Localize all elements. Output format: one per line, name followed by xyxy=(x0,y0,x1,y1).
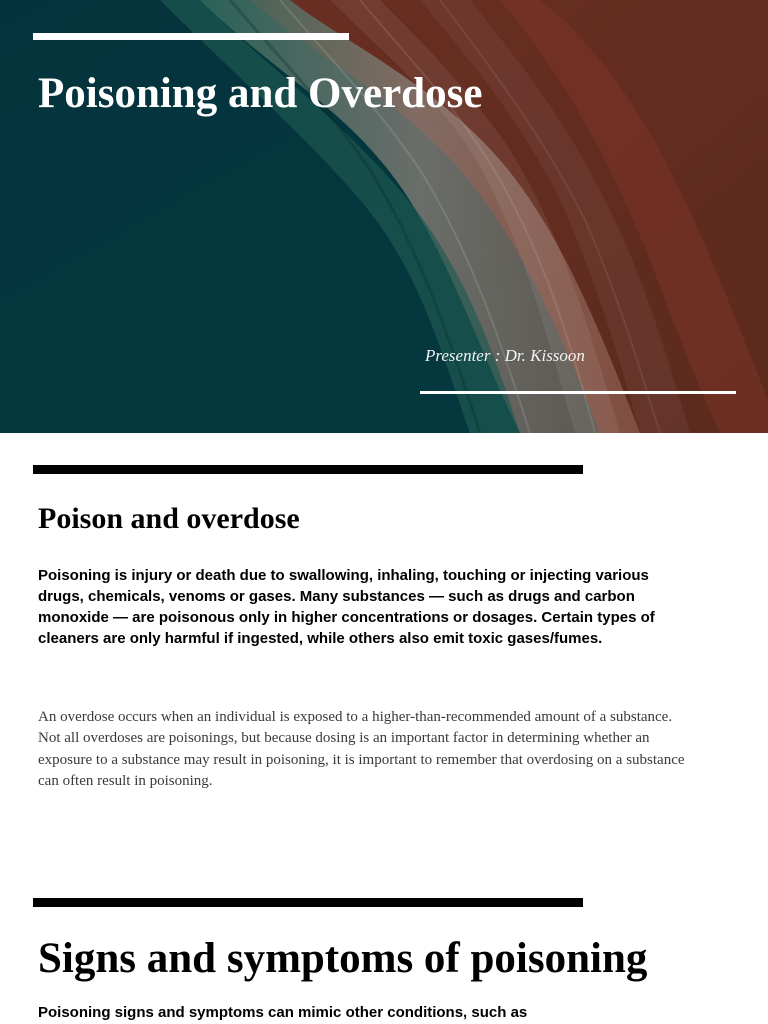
presenter-underline xyxy=(420,391,736,394)
slide-title: Poisoning and Overdose xyxy=(38,70,483,117)
title-decorative-bar xyxy=(33,33,349,40)
title-slide xyxy=(0,0,768,433)
poisoning-definition-paragraph: Poisoning is injury or death due to swallowing, inhaling, touching or injecting various drugs, chemicals, venoms or gases. Many substances — such as drugs and carbon monoxide — are poisonous only in higher concentrations or dosages. Certain types of cleaners are only harmful if ingested, while others also emit toxic gases/fumes. xyxy=(38,567,655,647)
section-heading-signs-symptoms: Signs and symptoms of poisoning xyxy=(38,935,648,982)
section-heading-poison-overdose: Poison and overdose xyxy=(38,502,300,535)
presenter-name: Presenter : Dr. Kissoon xyxy=(425,346,585,365)
signs-symptoms-paragraph: Poisoning signs and symptoms can mimic other conditions, such as xyxy=(38,1004,528,1021)
overdose-definition-paragraph: An overdose occurs when an individual is exposed to a higher-than-recommended amount of a substance. Not all overdoses are poisonings, but because dosing is an important factor in determining whether an exposure to a substance may result in poisoning, it is important to remember that overdosing on a substance can often result in poisoning. xyxy=(38,709,685,789)
title-slide-background xyxy=(0,0,768,433)
section-divider-bar xyxy=(33,465,583,474)
section-divider-bar xyxy=(33,898,583,907)
